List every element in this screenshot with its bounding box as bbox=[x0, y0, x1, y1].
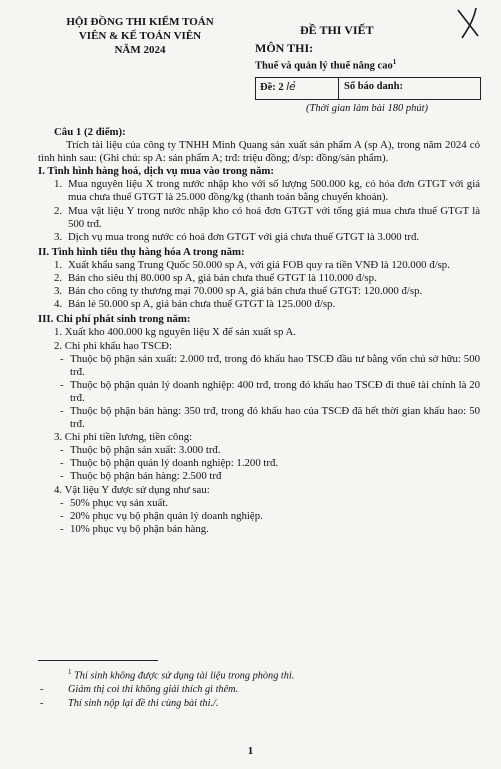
item-number: 2. bbox=[54, 204, 63, 217]
footnote-text: Thí sinh nộp lại đề thi cùng bài thi./. bbox=[68, 698, 219, 710]
candidate-number-cell: Số báo danh: bbox=[344, 81, 403, 92]
list-item: - Thuộc bộ phận sản xuất: 3.000 trđ. bbox=[60, 444, 480, 457]
list-item bbox=[38, 231, 480, 244]
item-text: Bán lẻ 50.000 sp A, giá bán chưa thuế GTGT là 125.000 đ/sp. bbox=[68, 298, 336, 311]
list-item: - Thuộc bộ phận quản lý doanh nghiệp: 400 trđ, trong đó khấu hao TSCĐ đi thuê tài chính là 20 trđ. bbox=[60, 378, 480, 404]
cost-item-1: 1. Xuất kho 400.000 kg nguyên liệu X để sản xuất sp A. bbox=[54, 326, 297, 339]
bullet-text: Thuộc bộ phận sản xuất: 3.000 trđ. bbox=[70, 444, 221, 457]
bullet-text: Thuộc bộ phận bán hàng: 2.500 trđ bbox=[70, 470, 222, 483]
footnote-item: - Giám thị coi thi không giải thích gì thêm. bbox=[40, 684, 239, 696]
list-item bbox=[38, 178, 480, 204]
footnote-item bbox=[40, 665, 480, 683]
item-text: Bán cho siêu thị 80.000 sp A, giá bán chưa thuế GTGT là 110.000 đ/sp. bbox=[68, 272, 377, 285]
exam-council-header bbox=[40, 15, 240, 57]
question-title: Câu 1 (2 điểm): bbox=[54, 126, 126, 138]
exam-code-label: Đề: 2 bbox=[260, 82, 284, 93]
exam-title: ĐỀ THI VIẾT bbox=[300, 23, 374, 37]
item-text: Mua vật liệu Y trong nước nhập kho có hoá đơn GTGT với tổng giá mua chưa thuế GTGT là 500 trđ. bbox=[68, 204, 480, 230]
footnote-mark: 1 bbox=[68, 668, 72, 676]
list-item bbox=[38, 205, 480, 231]
handwritten-mark-icon bbox=[452, 6, 488, 40]
item-text: Bán cho công ty thương mại 70.000 sp A, giá bán chưa thuế GTGT: 120.000 đ/sp. bbox=[68, 285, 423, 298]
bullet-text: Thuộc bộ phận quản lý doanh nghiệp: 400 trđ, trong đó khấu hao TSCĐ đi thuê tài chính là 20 trđ. bbox=[70, 378, 480, 404]
item-text: Dịch vụ mua trong nước có hoá đơn GTGT với giá chưa thuế GTGT là 3.000 trđ. bbox=[68, 230, 420, 243]
council-line-1: HỘI ĐỒNG THI KIỂM TOÁN bbox=[66, 16, 214, 28]
exam-info-header bbox=[255, 23, 480, 72]
exam-duration: (Thời gian làm bài 180 phút) bbox=[306, 103, 428, 114]
item-number: 3. bbox=[54, 230, 63, 243]
bullet-text: Thuộc bộ phận sản xuất: 2.000 trđ, trong đó khấu hao TSCĐ đầu tư bằng vốn chủ sở hữu: 500 trđ. bbox=[70, 352, 480, 378]
list-item bbox=[38, 272, 480, 285]
list-item: - Thuộc bộ phận quản lý doanh nghiệp: 1.200 trđ. bbox=[60, 457, 480, 470]
list-item bbox=[38, 298, 480, 311]
subject-text: Thuế và quản lý thuế nâng cao bbox=[255, 60, 393, 72]
list-item bbox=[38, 285, 480, 298]
item-number: 1. bbox=[54, 178, 63, 191]
exam-code-box bbox=[255, 77, 481, 100]
footnote-text: Giám thị coi thi không giải thích gì thêm. bbox=[68, 684, 239, 696]
bullet-text: 50% phục vụ sản xuất. bbox=[70, 496, 169, 509]
item-number: 1. bbox=[54, 258, 63, 271]
cost-item-2: 2. Chi phí khấu hao TSCĐ: bbox=[54, 339, 172, 352]
subject-name bbox=[255, 58, 480, 72]
section-1-title: I. Tình hình hàng hoá, dịch vụ mua vào trong năm: bbox=[38, 165, 275, 178]
footnote-text bbox=[68, 665, 294, 683]
bullet-text: Thuộc bộ phận quản lý doanh nghiệp: 1.200 trđ. bbox=[70, 457, 279, 470]
list-item: - 50% phục vụ sản xuất. bbox=[60, 497, 480, 510]
exam-code-handwritten: lẻ bbox=[286, 81, 296, 93]
list-item: - Thuộc bộ phận bán hàng: 350 trđ, trong đó khấu hao của TSCĐ đã hết thời gian khấu hao: 50 trđ. bbox=[60, 404, 480, 431]
cost-item-3: 3. Chi phí tiền lương, tiền công: bbox=[54, 431, 193, 444]
list-item bbox=[38, 259, 480, 272]
cost-item-4: 4. Vật liệu Y được sử dụng như sau: bbox=[54, 483, 210, 496]
question-intro: Trích tài liệu của công ty TNHH Minh Quang sản xuất sản phẩm A (sp A), trong năm 2024 có tình hình sau: (Ghi chú: sp A: sản phẩm A; trđ: triệu đồng; đ/sp: đồng/sản phẩm). bbox=[38, 139, 480, 165]
list-item: - Thuộc bộ phận sản xuất: 2.000 trđ, trong đó khấu hao TSCĐ đầu tư bằng vốn chủ sở hữu: 500 trđ. bbox=[60, 352, 480, 378]
item-number: 2. bbox=[54, 272, 63, 285]
footnote-1-text: Thí sinh không được sử dụng tài liệu trong phòng thi. bbox=[74, 670, 295, 682]
footnotes bbox=[40, 665, 480, 711]
bullet-text: Thuộc bộ phận bán hàng: 350 trđ, trong đó khấu hao của TSCĐ đã hết thời gian khấu hao: 50 trđ. bbox=[70, 404, 480, 431]
list-item: - Thuộc bộ phận bán hàng: 2.500 trđ bbox=[60, 470, 480, 483]
section-2-title: II. Tình hình tiêu thụ hàng hóa A trong năm: bbox=[38, 245, 245, 258]
subject-label: MÔN THI: bbox=[255, 41, 314, 55]
item-number: 3. bbox=[54, 285, 63, 298]
subject-footnote-mark: 1 bbox=[392, 58, 397, 66]
list-item: - 10% phục vụ bộ phận bán hàng. bbox=[60, 523, 480, 536]
exam-code-cell bbox=[256, 78, 339, 99]
list-item: - 20% phục vụ bộ phận quản lý doanh nghiệp. bbox=[60, 510, 480, 523]
item-number: 4. bbox=[54, 298, 63, 311]
page-number: 1 bbox=[247, 745, 254, 757]
bullet-text: 10% phục vụ bộ phận bán hàng. bbox=[70, 522, 209, 535]
bullet-text: 20% phục vụ bộ phận quản lý doanh nghiệp. bbox=[70, 509, 263, 522]
item-text: Mua nguyên liệu X trong nước nhập kho với số lượng 500.000 kg, có hóa đơn GTGT với giá mua chưa thuế GTGT là 25.000 đồng/kg (thanh toán bằng chuyển khoản). bbox=[68, 178, 480, 204]
section-3-title: III. Chi phí phát sinh trong năm: bbox=[38, 313, 191, 326]
council-line-2: VIÊN & KẾ TOÁN VIÊN bbox=[78, 30, 202, 42]
footnote-item: - Thí sinh nộp lại đề thi cùng bài thi./. bbox=[40, 698, 219, 710]
footnote-divider bbox=[38, 660, 158, 661]
exam-content bbox=[38, 126, 480, 536]
council-year: NĂM 2024 bbox=[114, 44, 166, 56]
item-text: Xuất khẩu sang Trung Quốc 50.000 sp A, với giá FOB quy ra tiền VNĐ là 120.000 đ/sp. bbox=[68, 258, 450, 271]
